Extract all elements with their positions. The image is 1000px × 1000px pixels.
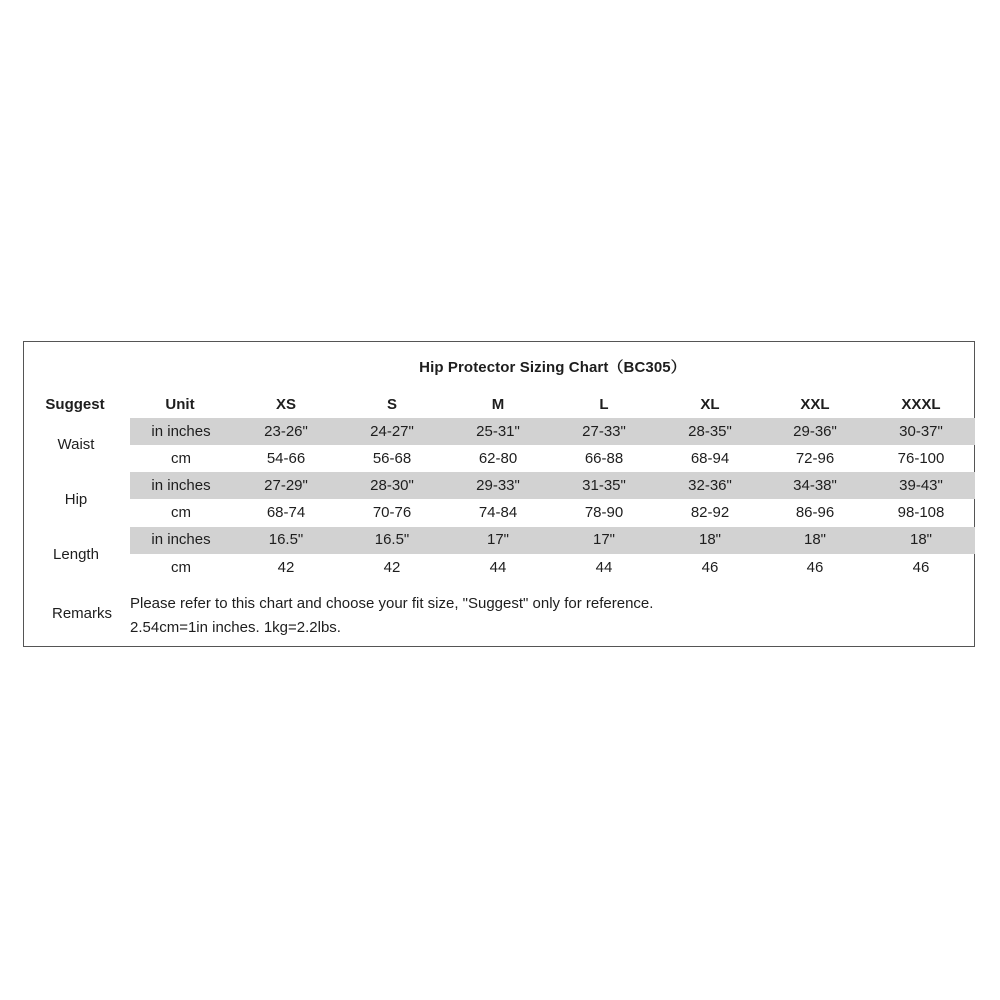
value-cell: 82-92: [690, 504, 730, 521]
value-cell: 16.5": [268, 531, 304, 548]
header-size-xxl: XXL: [800, 396, 830, 413]
value-cell: 18": [909, 531, 932, 548]
value-cell: 46: [806, 559, 824, 576]
value-cell: 17": [486, 531, 509, 548]
value-cell: 34-38": [793, 477, 837, 494]
header-size-xl: XL: [700, 396, 720, 413]
unit-cell: in inches: [151, 531, 211, 548]
value-cell: 18": [803, 531, 826, 548]
value-cell: 31-35": [582, 477, 626, 494]
group-label-length: Length: [53, 546, 99, 563]
value-cell: 27-33": [582, 423, 626, 440]
group-label-waist: Waist: [57, 436, 95, 453]
value-cell: 98-108: [897, 504, 945, 521]
value-cell: 42: [383, 559, 401, 576]
value-cell: 23-26": [264, 423, 308, 440]
remarks-label: Remarks: [51, 605, 112, 622]
value-cell: 44: [489, 559, 507, 576]
unit-cell: cm: [171, 559, 191, 576]
value-cell: 86-96: [795, 504, 835, 521]
header-unit: Unit: [165, 396, 195, 413]
value-cell: 70-76: [372, 504, 412, 521]
value-cell: 76-100: [897, 450, 945, 467]
value-cell: 29-36": [793, 423, 837, 440]
value-cell: 39-43": [899, 477, 943, 494]
header-size-xs: XS: [275, 396, 296, 413]
value-cell: 68-74: [266, 504, 306, 521]
value-cell: 44: [595, 559, 613, 576]
header-size-m: M: [491, 396, 505, 413]
value-cell: 74-84: [478, 504, 518, 521]
header-suggest: Suggest: [45, 396, 105, 413]
value-cell: 30-37": [899, 423, 943, 440]
header-size-s: S: [386, 396, 397, 413]
group-label-hip: Hip: [64, 491, 88, 508]
value-cell: 46: [912, 559, 930, 576]
value-cell: 29-33": [476, 477, 520, 494]
value-cell: 32-36": [688, 477, 732, 494]
remarks-line-2: 2.54cm=1in inches. 1kg=2.2lbs.: [130, 619, 341, 636]
unit-cell: in inches: [151, 423, 211, 440]
value-cell: 78-90: [584, 504, 624, 521]
value-cell: 16.5": [374, 531, 410, 548]
value-cell: 66-88: [584, 450, 624, 467]
value-cell: 17": [592, 531, 615, 548]
value-cell: 42: [277, 559, 295, 576]
unit-cell: cm: [171, 504, 191, 521]
unit-cell: in inches: [151, 477, 211, 494]
chart-title: Hip Protector Sizing Chart（BC305）: [419, 359, 686, 376]
value-cell: 18": [698, 531, 721, 548]
remarks-line-1: Please refer to this chart and choose your fit size, "Suggest" only for reference.: [130, 595, 654, 612]
header-size-xxxl: XXXL: [901, 396, 941, 413]
value-cell: 62-80: [478, 450, 518, 467]
value-cell: 28-35": [688, 423, 732, 440]
value-cell: 56-68: [372, 450, 412, 467]
value-cell: 68-94: [690, 450, 730, 467]
header-size-l: L: [599, 396, 609, 413]
value-cell: 46: [701, 559, 719, 576]
value-cell: 54-66: [266, 450, 306, 467]
value-cell: 72-96: [795, 450, 835, 467]
value-cell: 25-31": [476, 423, 520, 440]
value-cell: 27-29": [264, 477, 308, 494]
unit-cell: cm: [171, 450, 191, 467]
value-cell: 24-27": [370, 423, 414, 440]
value-cell: 28-30": [370, 477, 414, 494]
